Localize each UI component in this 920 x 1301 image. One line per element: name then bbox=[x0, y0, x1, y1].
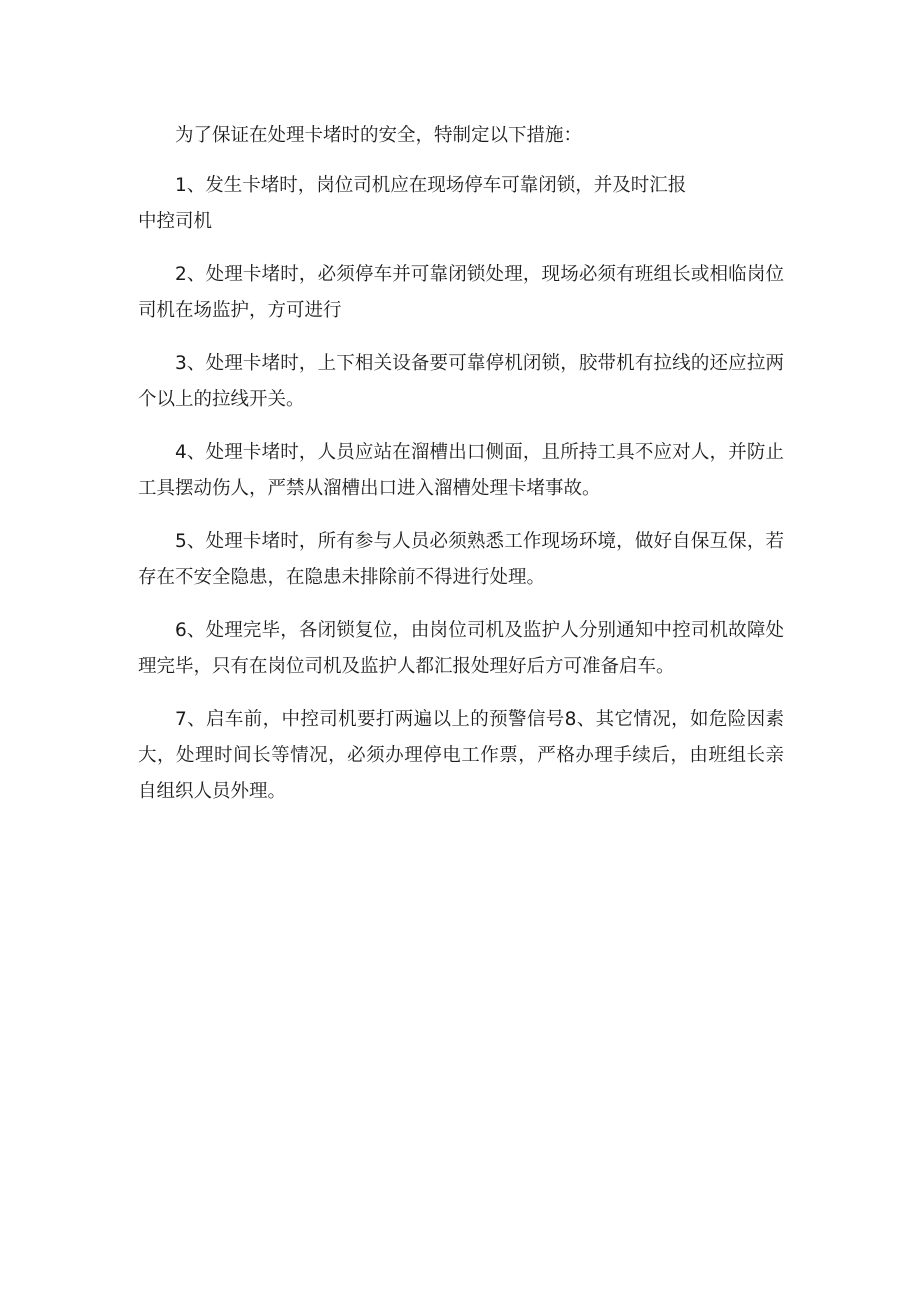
item-5-paragraph: 5、处理卡堵时，所有参与人员必须熟悉工作现场环境，做好自保互保，若存在不安全隐患，在隐患未排除前不得进行处理。 bbox=[138, 531, 784, 588]
document-body bbox=[138, 118, 784, 827]
item-7-paragraph: 7、启车前，中控司机要打两遍以上的预警信号8、其它情况，如危险因素大，处理时间长等情况，必须办理停电工作票，严格办理手续后，由班组长亲自组织人员外理。 bbox=[138, 709, 784, 802]
item-4-paragraph: 4、处理卡堵时，人员应站在溜槽出口侧面，且所持工具不应对人，并防止工具摆动伤人，严禁从溜槽出口进入溜槽处理卡堵事故。 bbox=[138, 442, 784, 499]
item-1-line-1: 1、发生卡堵时，岗位司机应在现场停车可靠闭锁，并及时汇报 bbox=[175, 175, 687, 196]
item-1-line-2: 中控司机 bbox=[138, 211, 213, 232]
intro-paragraph: 为了保证在处理卡堵时的安全，特制定以下措施： bbox=[175, 125, 583, 146]
item-6-paragraph: 6、处理完毕，各闭锁复位，由岗位司机及监护人分别通知中控司机故障处理完毕，只有在岗位司机及监护人都汇报处理好后方可准备启车。 bbox=[138, 620, 784, 677]
item-1-paragraph bbox=[138, 168, 784, 240]
item-2-paragraph: 2、处理卡堵时，必须停车并可靠闭锁处理，现场必须有班组长或相临岗位司机在场监护，方可进行 bbox=[138, 264, 784, 321]
item-3-paragraph: 3、处理卡堵时，上下相关设备要可靠停机闭锁，胶带机有拉线的还应拉两个以上的拉线开关。 bbox=[138, 353, 784, 410]
